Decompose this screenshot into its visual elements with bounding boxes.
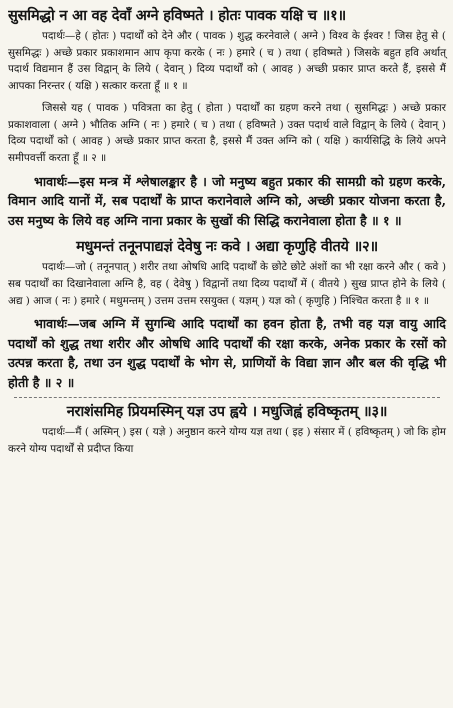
bhavarth-paragraph-2: भावार्थः—जब अग्नि में सुगन्धि आदि पदार्थों का हवन होता है, तभी वह यज्ञ वायु आदि पदार्थों को शुद्ध तथा शरीर और ओषधि आदि पदार्थों की रक्षा करके, अनेक प्रकार के रसों को उत्पन्न करता है, तथा उन शुद्ध पदार्थों के भोग से, प्राणियों के विद्या ज्ञान और बल की वृद्धि भी होती है ॥ २ ॥: [8, 316, 446, 390]
padarth-paragraph-2: पदार्थः—जो ( तनूनपात् ) शरीर तथा ओषधि आदि पदार्थों के छोटे छोटे अंशों का भी रक्षा करने और ( कवे ) सब पदार्थों का दिखानेवाला अग्नि है, वह ( देवेषु ) विद्वानों तथा दिव्य पदार्थों में ( वीतये ) सुख प्राप्त होने के लिये ( अद्य ) आज ( नः ) हमारे ( मधुमन्तम् ) उत्तम उत्तम रसयुक्त ( यज्ञम् ) यज्ञ को ( कृणुहि ) निश्चित करता है ॥ १ ॥: [8, 261, 446, 307]
bhavarth-paragraph-1: भावार्थः—इस मन्त्र में श्लेषालङ्कार है । जो मनुष्य बहुत प्रकार की सामग्री को ग्रहण करके, विमान आदि यानों में, सब पदार्थों के प्राप्त करानेवाले अग्नि को, अच्छी प्रकार योजना करता है, उस मनुष्य के लिये वह अग्नि नाना प्रकार के सुखों की सिद्धि करानेवाला होता है ॥ १ ॥: [8, 173, 446, 228]
padarth-paragraph-1a: पदार्थः—हे ( होतः ) पदार्थों को देने और ( पावक ) शुद्ध करनेवाले ( अग्ने ) विश्व के ईश्वर ! जिस हेतु से ( सुसमिद्धः ) अच्छे प्रकार प्रकाशमान आप कृपा करके ( नः ) हमारे ( च ) तथा ( हविष्मते ) जिसके बहुत हवि अर्थात् पदार्थ विद्यमान हैं उस विद्वान् के लिये ( देवान् ) दिव्य पदार्थों को ( आवह ) अच्छी प्रकार प्राप्त करते हैं, इससे मैं आपका निरन्तर ( यक्षि ) सत्कार करता हूँ ॥ १ ॥: [8, 30, 446, 93]
padarth-paragraph-3: पदार्थः—मैं ( अस्मिन् ) इस ( यज्ञे ) अनुष्ठान करने योग्य यज्ञ तथा ( इह ) संसार में ( हविष्कृतम् ) जो कि होम करने योग्य पदार्थों से प्रदीप्त किया: [8, 426, 446, 455]
verse-heading-1: सुसमिद्धो न आ वह देवाँ अग्ने हविष्मते । होतः पावक यक्षि च ॥१॥: [8, 7, 346, 24]
padarth-paragraph-1b: जिससे यह ( पावक ) पवित्रता का हेतु ( होता ) पदार्थों का ग्रहण करने तथा ( सुसमिद्धः ) अच्छे प्रकार प्रकाशवाला ( अग्ने ) भौतिक अग्नि ( नः ) हमारे ( च ) तथा ( हविष्मते ) उक्त पदार्थ वाले विद्वान् के लिये ( देवान् ) दिव्य पदार्थों को ( आवह ) अच्छे प्रकार प्राप्त करता है, इससे मैं उक्त अग्नि को ( यक्षि ) कार्यसिद्धि के लिये अपने समीपवर्त्ती करता हूँ ॥ २ ॥: [8, 101, 446, 164]
verse-heading-3: नराशंसमिह प्रियमस्मिन् यज्ञ उप ह्वये । मधुजिह्वं हविष्कृतम् ॥३॥: [66, 403, 388, 421]
section-divider: [14, 397, 440, 398]
verse-heading-2: मधुमन्तं तनूनपाद्यज्ञं देवेषु नः कवे । अद्या कृणुहि वीतये ॥२॥: [76, 238, 378, 256]
